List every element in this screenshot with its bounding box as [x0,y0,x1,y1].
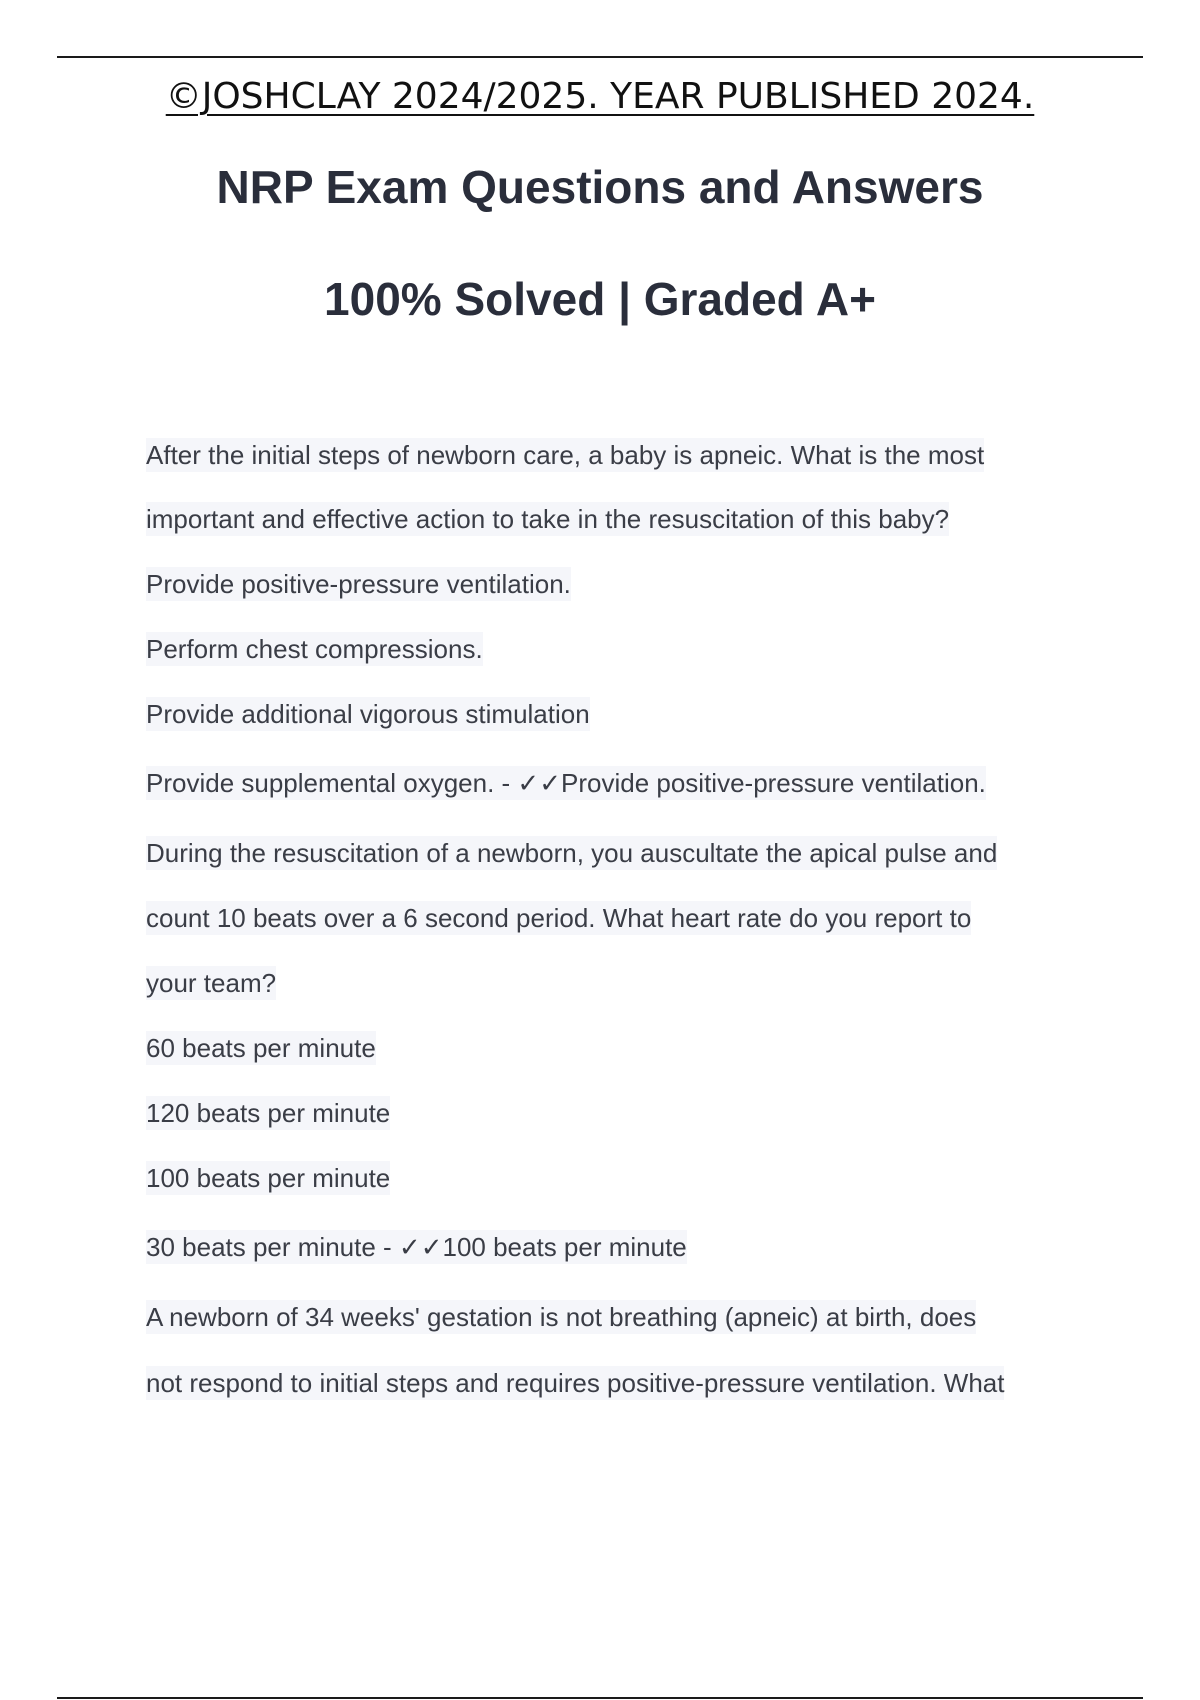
text-line: not respond to initial steps and requires positive-pressure ventilation. What [146,1368,1005,1398]
text-line: 100 beats per minute [146,1163,391,1193]
text-line: Provide supplemental oxygen. - ✓✓Provide positive-pressure ventilation. [146,768,986,798]
text-line: important and effective action to take in the resuscitation of this baby? [146,504,950,534]
text-line: 60 beats per minute [146,1033,376,1063]
text-line: 120 beats per minute [146,1098,391,1128]
text-line: A newborn of 34 weeks' gestation is not breathing (apneic) at birth, does [146,1302,977,1332]
copyright-text: ©JOSHCLAY 2024/2025. YEAR PUBLISHED 2024. [165,76,1035,117]
text-line: Provide positive-pressure ventilation. [146,569,571,599]
text-line: your team? [146,968,277,998]
copyright-header [0,76,1200,117]
text-line: 30 beats per minute - ✓✓100 beats per minute [146,1232,687,1262]
bottom-rule [57,1697,1143,1699]
text-line: count 10 beats over a 6 second period. What heart rate do you report to [146,903,972,933]
top-rule [57,56,1143,58]
text-line: Provide additional vigorous stimulation [146,699,590,729]
page-subtitle: 100% Solved | Graded A+ [324,273,876,325]
text-line: During the resuscitation of a newborn, you auscultate the apical pulse and [146,838,998,868]
text-line: After the initial steps of newborn care, a baby is apneic. What is the most [146,440,985,470]
page-title: NRP Exam Questions and Answers [216,161,984,213]
text-line: Perform chest compressions. [146,634,483,664]
